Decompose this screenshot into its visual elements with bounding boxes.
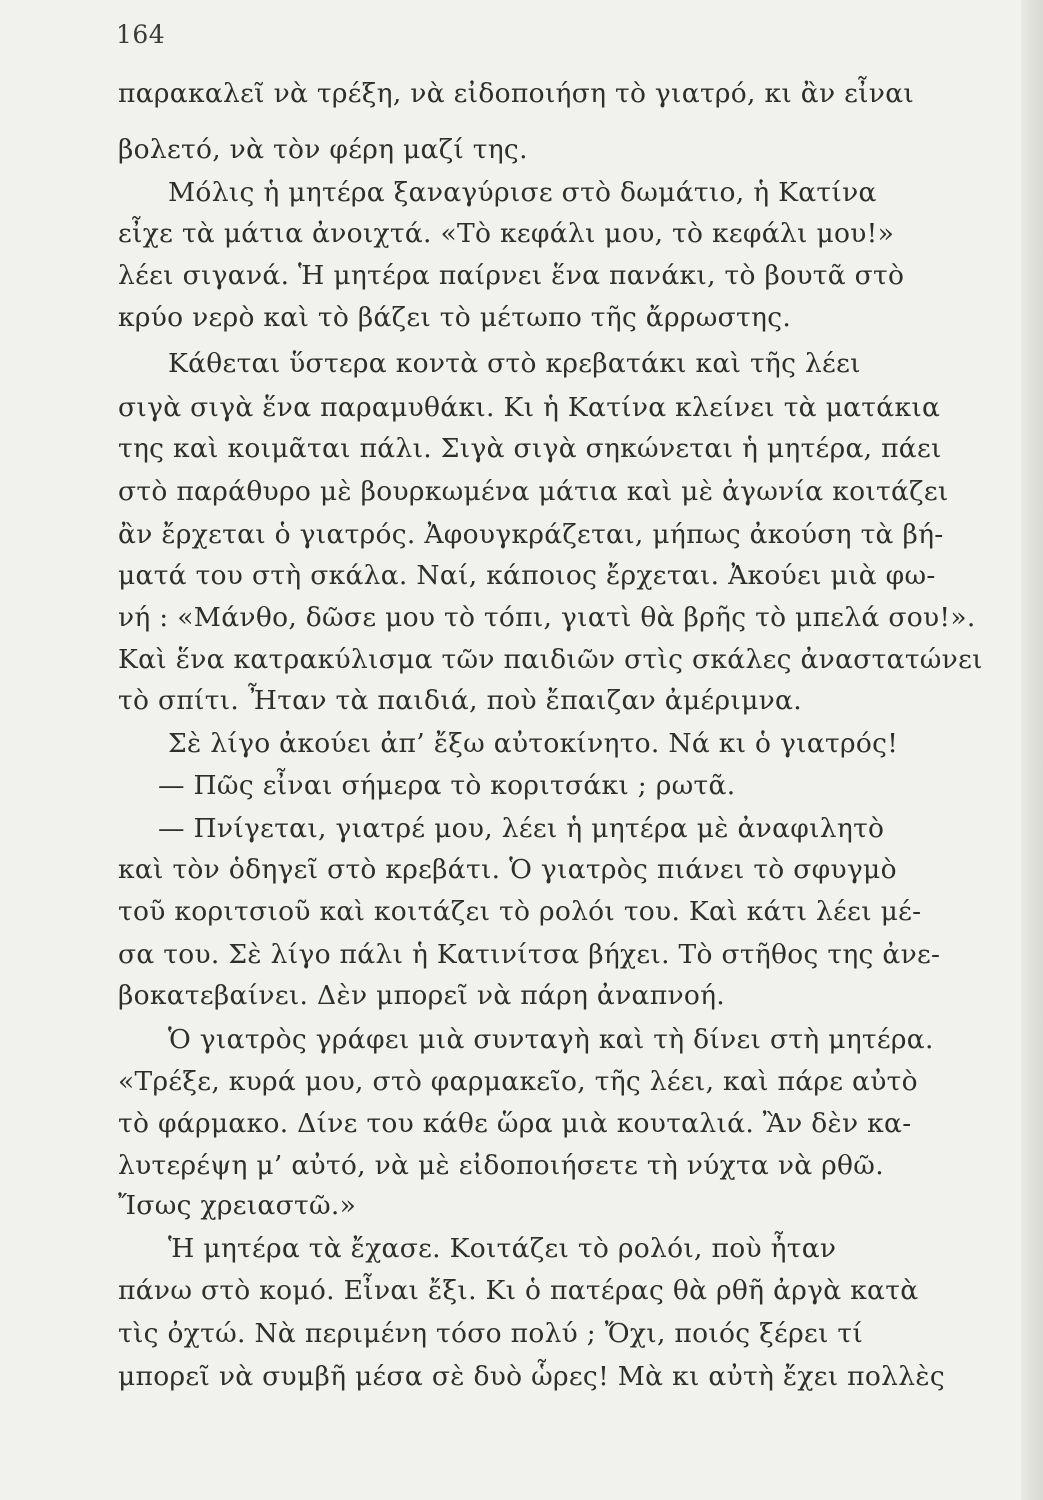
text-line: λέει σιγανά. Ἡ μητέρα παίρνει ἕνα πανάκι, τὸ βουτᾶ στὸ xyxy=(118,260,905,291)
text-line: νή : «Μάνθο, δῶσε μου τὸ τόπι, γιατὶ θὰ βρῆς τὸ μπελά σου!». xyxy=(118,602,976,633)
text-line: σα του. Σὲ λίγο πάλι ἡ Κατινίτσα βήχει. Τὸ στῆθος της ἀνε- xyxy=(118,939,941,970)
text-line: σιγὰ σιγὰ ἕνα παραμυθάκι. Κι ἡ Κατίνα κλείνει τὰ ματάκια xyxy=(118,392,941,423)
text-line: Ὁ γιατρὸς γράφει μιὰ συνταγὴ καὶ τὴ δίνει στὴ μητέρα. xyxy=(168,1024,934,1055)
text-line: Ἡ μητέρα τὰ ἔχασε. Κοιτάζει τὸ ρολόι, ποὺ ἦταν xyxy=(168,1233,837,1264)
text-line: — Πῶς εἶναι σήμερα τὸ κοριτσάκι ; ρωτᾶ. xyxy=(158,770,736,801)
text-line: Ἴσως χρειαστῶ.» xyxy=(118,1190,357,1221)
text-line: της καὶ κοιμᾶται πάλι. Σιγὰ σιγὰ σηκώνεται ἡ μητέρα, πάει xyxy=(118,433,942,464)
text-line: στὸ παράθυρο μὲ βουρκωμένα μάτια καὶ μὲ ἀγωνία κοιτάζει xyxy=(118,476,949,507)
text-line: καὶ τὸν ὁδηγεῖ στὸ κρεβάτι. Ὁ γιατρὸς πιάνει τὸ σφυγμὸ xyxy=(118,854,897,885)
text-line: τὶς ὀχτώ. Νὰ περιμένη τόσο πολύ ; Ὄχι, ποιός ξέρει τί xyxy=(118,1318,864,1349)
page-edge xyxy=(1021,0,1043,1500)
text-line: ματά του στὴ σκάλα. Ναί, κάποιος ἔρχεται. Ἀκούει μιὰ φω- xyxy=(118,560,936,591)
text-line: «Τρέξε, κυρά μου, στὸ φαρμακεῖο, τῆς λέει, καὶ πάρε αὐτὸ xyxy=(118,1066,918,1097)
text-line: εἶχε τὰ μάτια ἀνοιχτά. «Τὸ κεφάλι μου, τὸ κεφάλι μου!» xyxy=(118,218,895,249)
page-number: 164 xyxy=(116,20,166,49)
text-line: τοῦ κοριτσιοῦ καὶ κοιτάζει τὸ ρολόι του. Καὶ κάτι λέει μέ- xyxy=(118,896,922,927)
text-line: Καὶ ἕνα κατρακύλισμα τῶν παιδιῶν στὶς σκάλες ἀναστατώνει xyxy=(118,644,983,675)
text-line: ἂν ἔρχεται ὁ γιατρός. Ἀφουγκράζεται, μήπως ἀκούση τὰ βή- xyxy=(118,519,944,550)
text-line: Κάθεται ὕστερα κοντὰ στὸ κρεβατάκι καὶ τῆς λέει xyxy=(168,348,861,379)
text-line: — Πνίγεται, γιατρέ μου, λέει ἡ μητέρα μὲ ἀναφιλητὸ xyxy=(158,813,885,844)
text-line: Σὲ λίγο ἀκούει ἀπ’ ἔξω αὐτοκίνητο. Νά κι ὁ γιατρός! xyxy=(168,728,899,759)
text-line: πάνω στὸ κομό. Εἶναι ἔξι. Κι ὁ πατέρας θὰ ρθῆ ἀργὰ κατὰ xyxy=(118,1275,919,1306)
text-line: βοκατεβαίνει. Δὲν μπορεῖ νὰ πάρη ἀναπνοή. xyxy=(118,980,726,1011)
text-line: τὸ σπίτι. Ἦταν τὰ παιδιά, ποὺ ἔπαιζαν ἀμέριμνα. xyxy=(118,685,802,716)
text-line: λυτερέψη μ’ αὐτό, νὰ μὲ εἰδοποιήσετε τὴ νύχτα νὰ ρθῶ. xyxy=(118,1150,884,1181)
text-line: μπορεῖ νὰ συμβῆ μέσα σὲ δυὸ ὧρες! Μὰ κι αὐτὴ ἔχει πολλὲς xyxy=(118,1361,945,1392)
text-line: τὸ φάρμακο. Δίνε του κάθε ὥρα μιὰ κουταλιά. Ἂν δὲν κα- xyxy=(118,1108,912,1139)
text-line: Μόλις ἡ μητέρα ξαναγύρισε στὸ δωμάτιο, ἡ Κατίνα xyxy=(168,177,877,208)
text-line: παρακαλεῖ νὰ τρέξη, νὰ εἰδοποιήση τὸ γιατρό, κι ἂν εἶναι xyxy=(118,78,915,109)
text-line: βολετό, νὰ τὸν φέρη μαζί της. xyxy=(118,134,528,165)
text-line: κρύο νερὸ καὶ τὸ βάζει τὸ μέτωπο τῆς ἄρρωστης. xyxy=(118,302,792,333)
